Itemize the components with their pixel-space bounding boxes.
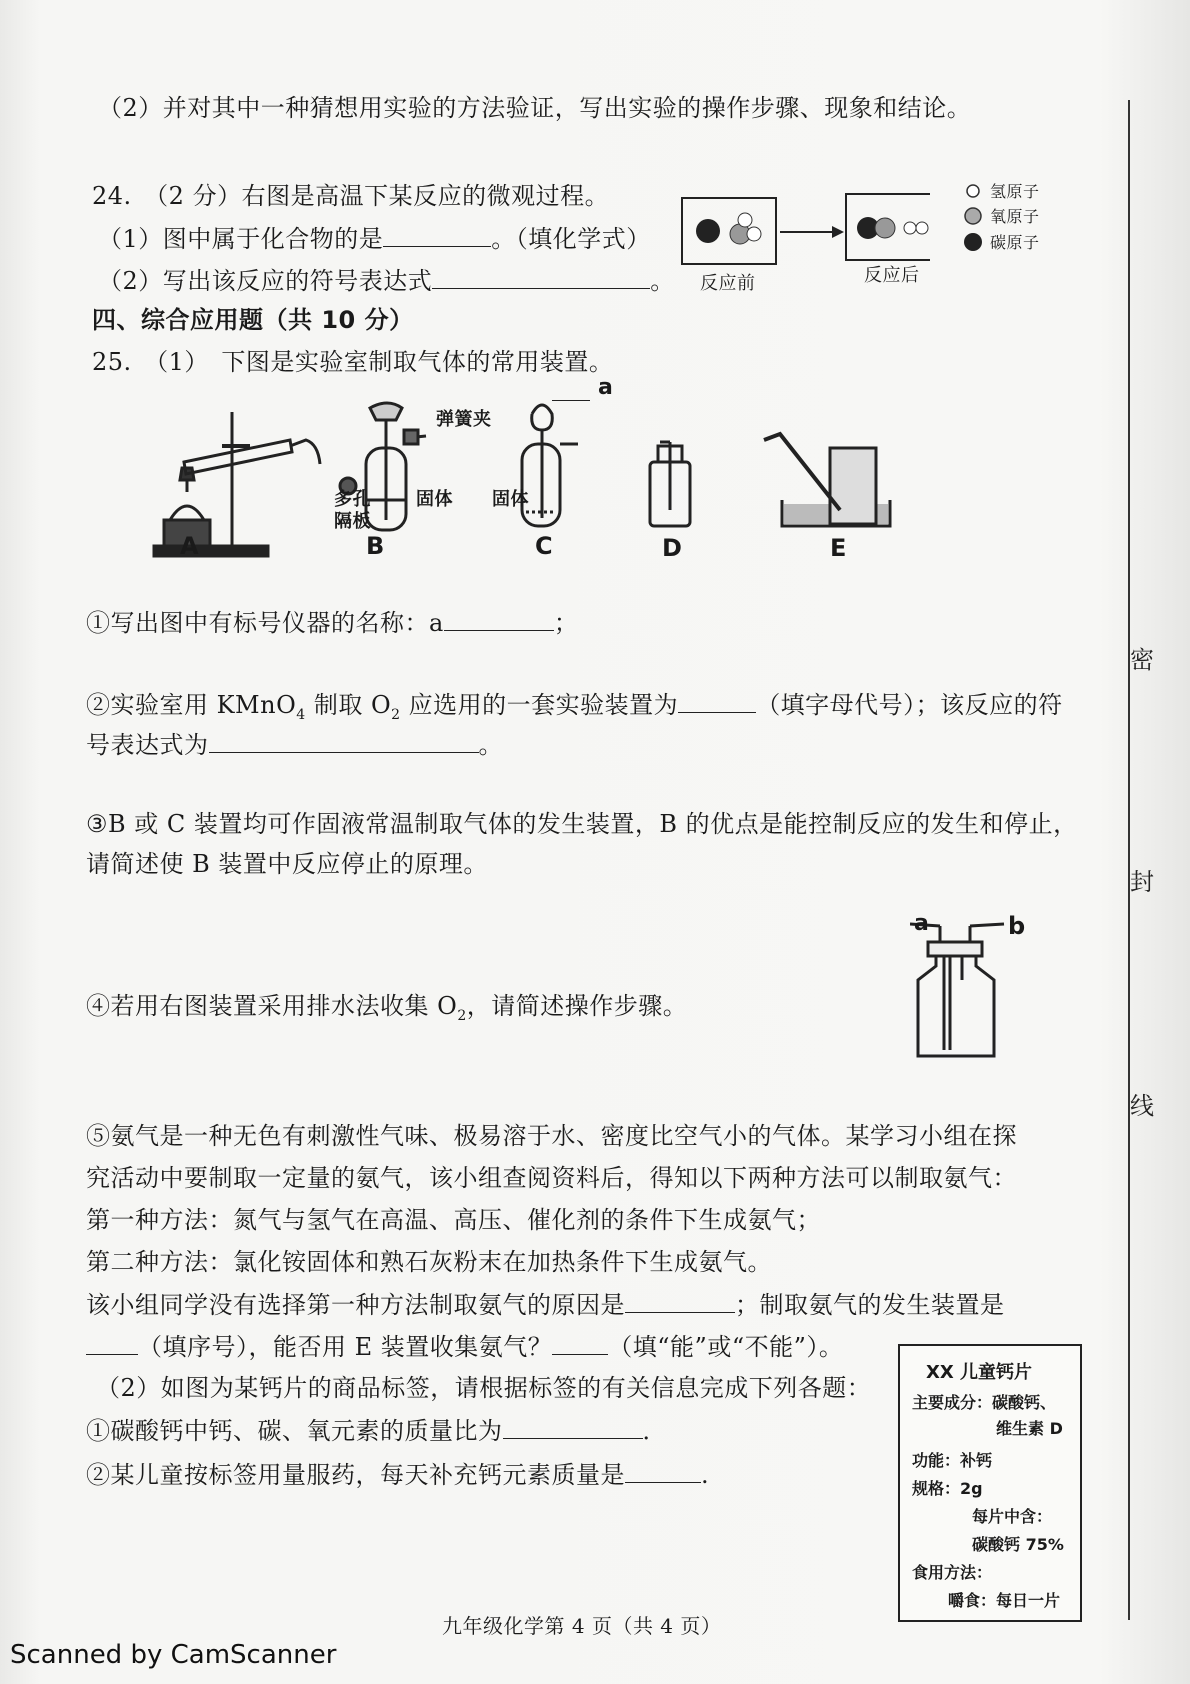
q25-part2-q1: ①碳酸钙中钙、碳、氧元素的质量比为 ． xyxy=(86,1414,667,1447)
q24-part1: （1）图中属于化合物的是 。（填化学式） xyxy=(98,222,651,255)
label-ingredients: 主要成分：碳酸钙、 xyxy=(912,1393,1057,1412)
q25-sub2: ②实验室用 KMnO$_4$ 制取 $O_2$ 应选用的一套实验装置为 （填字母代号）；该反应的符 xyxy=(86,688,1063,731)
q25-part2-intro: （2）如图为某钙片的商品标签，请根据标签的有关信息完成下列各题： xyxy=(96,1374,872,1402)
label-usage-detail: 嚼食：每日一片 xyxy=(948,1591,1061,1610)
after-label: 反应后 xyxy=(864,265,920,286)
q25-sub3: ③B 或 C 装置均可作固液常温制取气体的发生装置，B 的优点是能控制反应的发生和停止， xyxy=(86,810,1078,838)
side-mark-feng: 封 xyxy=(1130,868,1154,896)
gas-bottle-figure xyxy=(910,920,1020,1060)
q25-sub5-line1: ⑤氨气是一种无色有刺激性气味、极易溶于水、密度比空气小的气体。某学习小组在探 xyxy=(86,1122,1017,1150)
label-ingredients-cont: 维生素 D xyxy=(996,1419,1063,1438)
legend-carbon: 碳原子 xyxy=(990,233,1040,252)
apparatus-d xyxy=(650,442,690,526)
label-a: a xyxy=(598,375,614,400)
oxygen-atom-icon xyxy=(965,208,981,224)
legend-oxygen: 氧原子 xyxy=(990,207,1040,226)
label-solid-b: 固体 xyxy=(416,489,453,510)
answer-blank[interactable] xyxy=(503,1414,643,1439)
answer-blank[interactable] xyxy=(625,1458,701,1483)
carbon-atom-icon xyxy=(964,233,982,251)
bottle-label-b: b xyxy=(1008,912,1026,940)
apparatus-d-label: D xyxy=(662,534,683,562)
side-mark-mi: 密 xyxy=(1130,646,1154,674)
apparatus-e xyxy=(764,434,890,526)
label-function: 功能：补钙 xyxy=(912,1451,993,1470)
label-porous: 多孔 xyxy=(334,489,371,510)
apparatus-c xyxy=(522,400,590,526)
label-spec: 规格：2g xyxy=(912,1479,983,1498)
label-content: 碳酸钙 75% xyxy=(972,1535,1064,1554)
q23-part2: （2）并对其中一种猜想用实验的方法验证，写出实验的操作步骤、现象和结论。 xyxy=(98,94,972,122)
label-title: XX 儿童钙片 xyxy=(926,1362,1033,1383)
apparatus-a-label: A xyxy=(180,532,200,560)
answer-blank[interactable] xyxy=(444,606,554,631)
q25-sub2-cont: 号表达式为 。 xyxy=(86,728,503,761)
bottle-label-a: a xyxy=(914,911,930,936)
q24-part2: （2）写出该反应的符号表达式 。 xyxy=(98,264,675,297)
q25-sub5-line3: 第一种方法：氮气与氢气在高温、高压、催化剂的条件下生成氨气； xyxy=(86,1206,821,1234)
answer-blank[interactable] xyxy=(625,1288,735,1313)
answer-blank[interactable] xyxy=(432,264,650,289)
label-usage: 食用方法： xyxy=(912,1563,993,1582)
answer-blank[interactable] xyxy=(383,222,491,247)
q25-sub1: ①写出图中有标号仪器的名称：a ； xyxy=(86,606,578,639)
q25-sub5-line4: 第二种方法：氯化铵固体和熟石灰粉末在加热条件下生成氨气。 xyxy=(86,1248,772,1276)
legend-icons xyxy=(962,180,984,256)
apparatus-c-label: C xyxy=(535,532,554,560)
answer-blank[interactable] xyxy=(86,1330,138,1355)
page-footer: 九年级化学第 4 页（共 4 页） xyxy=(442,1614,722,1638)
scanner-watermark: Scanned by CamScanner xyxy=(10,1640,337,1670)
q25-sub4: ④若用右图装置采用排水法收集 $O_2$，请简述操作步骤。 xyxy=(86,992,688,1024)
label-spring-clip: 弹簧夹 xyxy=(436,409,492,430)
label-plate: 隔板 xyxy=(334,511,371,532)
apparatus-figure xyxy=(140,400,980,570)
apparatus-e-label: E xyxy=(830,534,847,562)
apparatus-a xyxy=(154,412,320,556)
answer-blank[interactable] xyxy=(209,728,479,753)
hydrogen-atom-icon xyxy=(967,185,979,197)
answer-blank[interactable] xyxy=(678,688,756,713)
q25-sub5-line5: 该小组同学没有选择第一种方法制取氨气的原因是 ；制取氨气的发生装置是 xyxy=(86,1288,1005,1321)
legend-hydrogen: 氢原子 xyxy=(990,182,1040,201)
q24-stem: 24. （2 分）右图是高温下某反应的微观过程。 xyxy=(92,182,610,210)
side-mark-xian: 线 xyxy=(1130,1092,1154,1120)
before-label: 反应前 xyxy=(700,273,756,294)
answer-blank[interactable] xyxy=(552,1330,608,1355)
q25-intro: 25. （1） 下图是实验室制取气体的常用装置。 xyxy=(92,348,614,376)
calcium-tablet-label xyxy=(898,1344,1082,1622)
label-solid-c: 固体 xyxy=(492,489,529,510)
binding-line xyxy=(1128,100,1130,1620)
q25-sub5-line6: （填序号），能否用 E 装置收集氨气？ （填“能”或“不能”）。 xyxy=(86,1330,843,1363)
label-per-tablet: 每片中含： xyxy=(972,1507,1053,1526)
q25-part2-q2: ②某儿童按标签用量服药，每天补充钙元素质量是 . xyxy=(86,1458,709,1491)
section-heading: 四、综合应用题（共 10 分） xyxy=(92,306,414,334)
q25-sub3-cont: 请简述使 B 装置中反应停止的原理。 xyxy=(86,850,488,878)
q25-sub5-line2: 究活动中要制取一定量的氨气，该小组查阅资料后，得知以下两种方法可以制取氨气： xyxy=(86,1164,1017,1192)
apparatus-b-label: B xyxy=(366,532,385,560)
